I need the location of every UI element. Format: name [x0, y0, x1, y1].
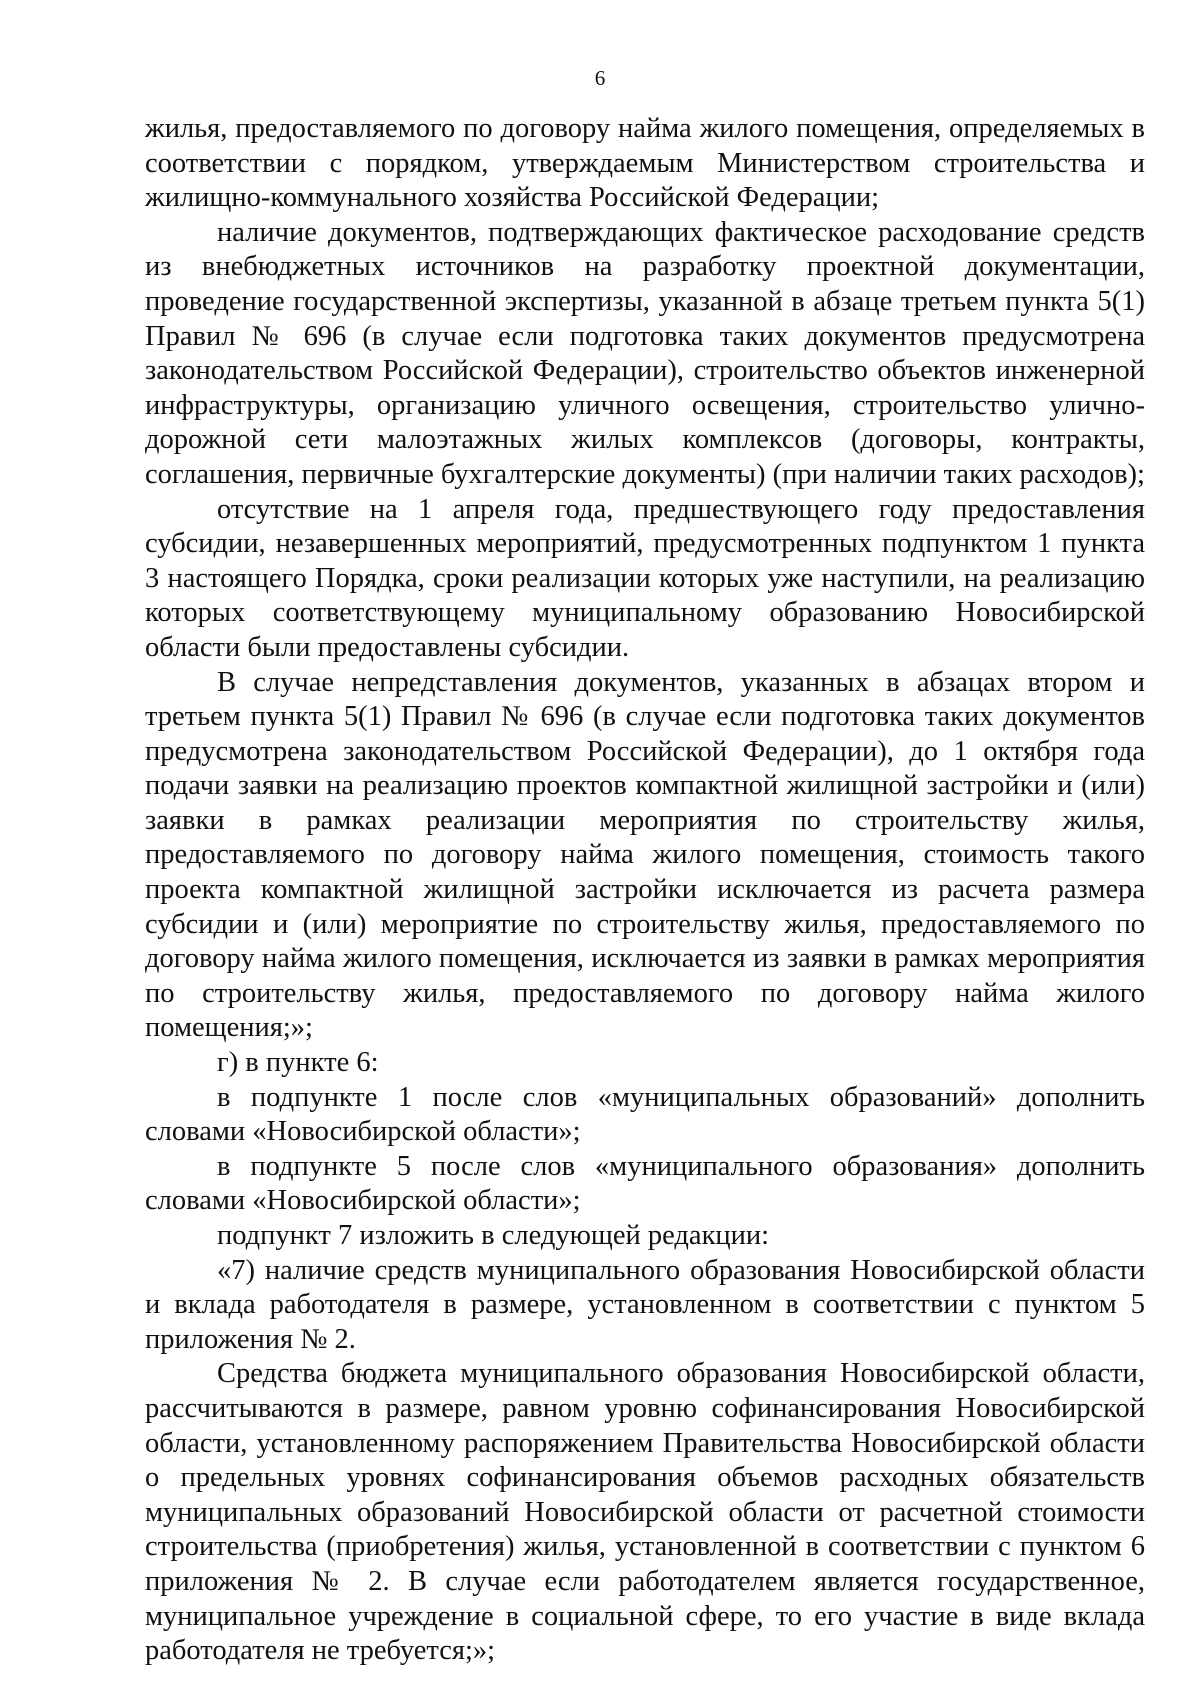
- paragraph-subitem-7-text: «7) наличие средств муниципального образования Новосибирской области и вклада работодателя в размере, установленном в соответствии с пунктом 5 приложения № 2.: [145, 1254, 1145, 1355]
- document-body: [145, 112, 1145, 1669]
- page-number: 6: [594, 66, 606, 90]
- paragraph-subitem-7-intro: подпункт 7 изложить в следующей редакции:: [217, 1220, 770, 1251]
- paragraph-continuation: жилья, предоставляемого по договору найма жилого помещения, определяемых в соответствии с порядком, утверждаемым Министерством строительства и жилищно-коммунального хозяйства Российской Федерации;: [145, 113, 1145, 214]
- paragraph-unfinished-measures: отсутствие на 1 апреля года, предшествующего году предоставления субсидии, незавершенных мероприятий, предусмотренных подпунктом 1 пункта 3 настоящего Порядка, сроки реализации которых уже наступили, на реализацию которых соответствующему муниципальному образованию Новосибирской области были предоставлены субсидии.: [145, 493, 1145, 663]
- paragraph-non-submission: В случае непредставления документов, указанных в абзацах втором и третьем пункта 5(1) Правил № 696 (в случае если подготовка таких документов предусмотрена законодательством Российской Федерации), до 1 октября года подачи заявки на реализацию проектов компактной жилищной застройки и (или) заявки в рамках реализации мероприятия по строительству жилья, предоставляемого по договору найма жилого помещения, стоимость такого проекта компактной жилищной застройки исключается из расчета размера субсидии и (или) мероприятие по строительству жилья, предоставляемого по договору найма жилого помещения, исключается из заявки в рамках мероприятия по строительству жилья, предоставляемого по договору найма жилого помещения;»;: [145, 666, 1145, 1044]
- paragraph-subitem-1: в подпункте 1 после слов «муниципальных образований» дополнить словами «Новосибирской области»;: [145, 1081, 1145, 1148]
- paragraph-expenditure-documents: наличие документов, подтверждающих фактическое расходование средств из внебюджетных источников на разработку проектной документации, проведение государственной экспертизы, указанной в абзаце третьем пункта 5(1) Правил № 696 (в случае если подготовка таких документов предусмотрена законодательством Российской Федерации), строительство объектов инженерной инфраструктуры, организацию уличного освещения, строительство улично-дорожной сети малоэтажных жилых комплексов (договоры, контракты, соглашения, первичные бухгалтерские документы) (при наличии таких расходов);: [145, 216, 1145, 490]
- paragraph-budget-funds: Средства бюджета муниципального образования Новосибирской области, рассчитываются в размере, равном уровню софинансирования Новосибирской области, установленному распоряжением Правительства Новосибирской области о предельных уровнях софинансирования объемов расходных обязательств муниципальных образований Новосибирской области от расчетной стоимости строительства (приобретения) жилья, установленной в соответствии с пунктом 6 приложения № 2. В случае если работодателем является государственное, муниципальное учреждение в социальной сфере, то его участие в виде вклада работодателя не требуется;»;: [145, 1358, 1145, 1667]
- paragraph-subitem-5: в подпункте 5 после слов «муниципального образования» дополнить словами «Новосибирской области»;: [145, 1150, 1145, 1217]
- paragraph-item-g: г) в пункте 6:: [217, 1047, 379, 1079]
